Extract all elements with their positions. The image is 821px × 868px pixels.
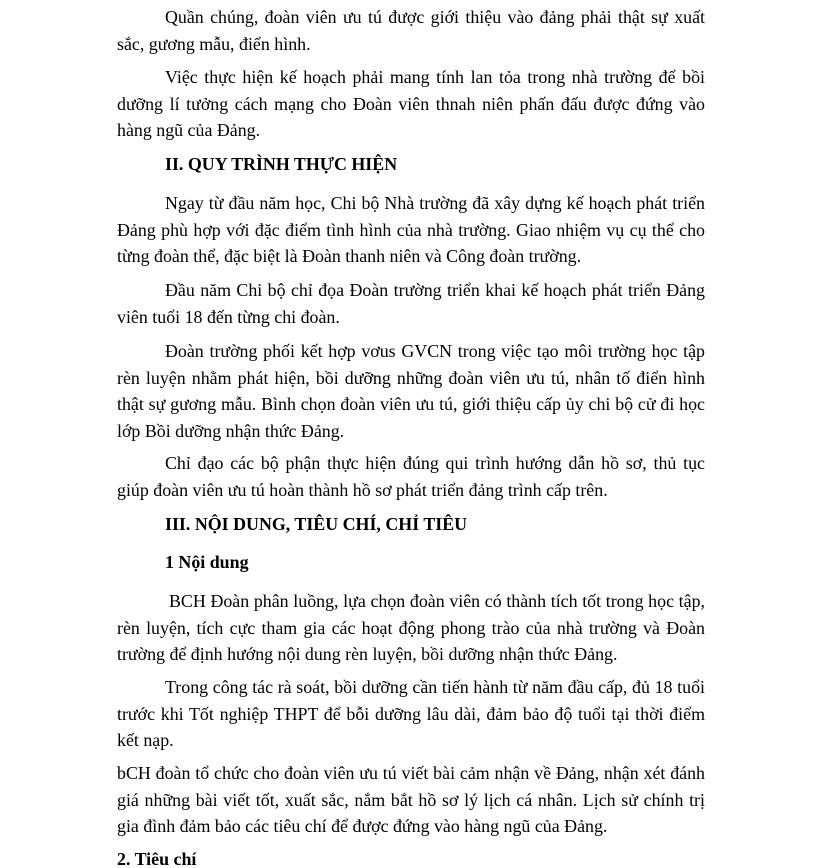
subsection-heading-criteria: 2. Tiêu chí <box>117 849 197 868</box>
subsection-heading-content: 1 Nội dung <box>165 552 249 572</box>
paragraph-selection: BCH Đoàn phân luồng, lựa chọn đoàn viên có thành tích tốt trong học tập, rèn luyện, tích cực tham gia các hoạt động phong trào của nhà trường và Đoàn trường để định hướng nội dung rèn luyện, bồi dưỡng nhận thức Đảng. <box>117 591 705 664</box>
paragraph-party-candidates: Quần chúng, đoàn viên ưu tú được giới thiệu vào đảng phải thật sự xuất sắc, gương mẫu, điển hình. <box>117 7 705 54</box>
paragraph-review-training: Trong công tác rà soát, bồi dưỡng cần tiến hành từ năm đầu cấp, đủ 18 tuổi trước khi Tốt nghiệp THPT để bỗi dưỡng lâu dài, đảm bảo độ tuổi tại thời điểm kết nạp. <box>117 677 705 750</box>
section-heading-content-criteria: III. NỘI DUNG, TIÊU CHÍ, CHỈ TIÊU <box>165 514 468 534</box>
section-heading-procedure: II. QUY TRÌNH THỰC HIỆN <box>165 154 398 174</box>
paragraph-coordination: Đoàn trường phối kết hợp vơus GVCN trong việc tạo môi trường học tập rèn luyện nhằm phát hiện, bồi dưỡng những đoàn viên ưu tú, nhân tố điển hình thật sự gương mẫu. Bình chọn đoàn viên ưu tú, giới thiệu cấp ủy chi bộ cử đi học lớp Bồi dưỡng nhận thức Đảng. <box>117 341 705 441</box>
paragraph-plan-spread: Việc thực hiện kế hoạch phải mang tính lan tỏa trong nhà trường để bồi dưỡng lí tưởng cách mạng cho Đoàn viên thnah niên phấn đấu được đứng vào hàng ngũ của Đảng. <box>117 67 705 140</box>
paragraph-essay-review: bCH đoàn tổ chức cho đoàn viên ưu tú viết bài cảm nhận về Đảng, nhận xét đánh giá những bài viết tốt, xuất sắc, nắm bắt hồ sơ lý lịch cá nhân. Lịch sử chính trị gia đình đảm bảo các tiêu chí để được đứng vào hàng ngũ của Đảng. <box>117 763 705 836</box>
paragraph-school-plan: Ngay từ đầu năm học, Chi bộ Nhà trường đã xây dựng kế hoạch phát triển Đảng phù hợp với đặc điểm tình hình của nhà trường. Giao nhiệm vụ cụ thể cho từng đoàn thể, đặc biệt là Đoàn thanh niên và Công đoàn trường. <box>117 193 705 266</box>
paragraph-youth-union-plan: Đầu năm Chi bộ chỉ đọa Đoàn trường triển khai kế hoạch phát triển Đảng viên tuổi 18 đến từng chi đoàn. <box>117 280 705 327</box>
paragraph-procedure-guidance: Chỉ đạo các bộ phận thực hiện đúng qui trình hướng dẫn hồ sơ, thủ tục giúp đoàn viên ưu tú hoàn thành hồ sơ phát triển đảng trình cấp trên. <box>117 453 705 500</box>
